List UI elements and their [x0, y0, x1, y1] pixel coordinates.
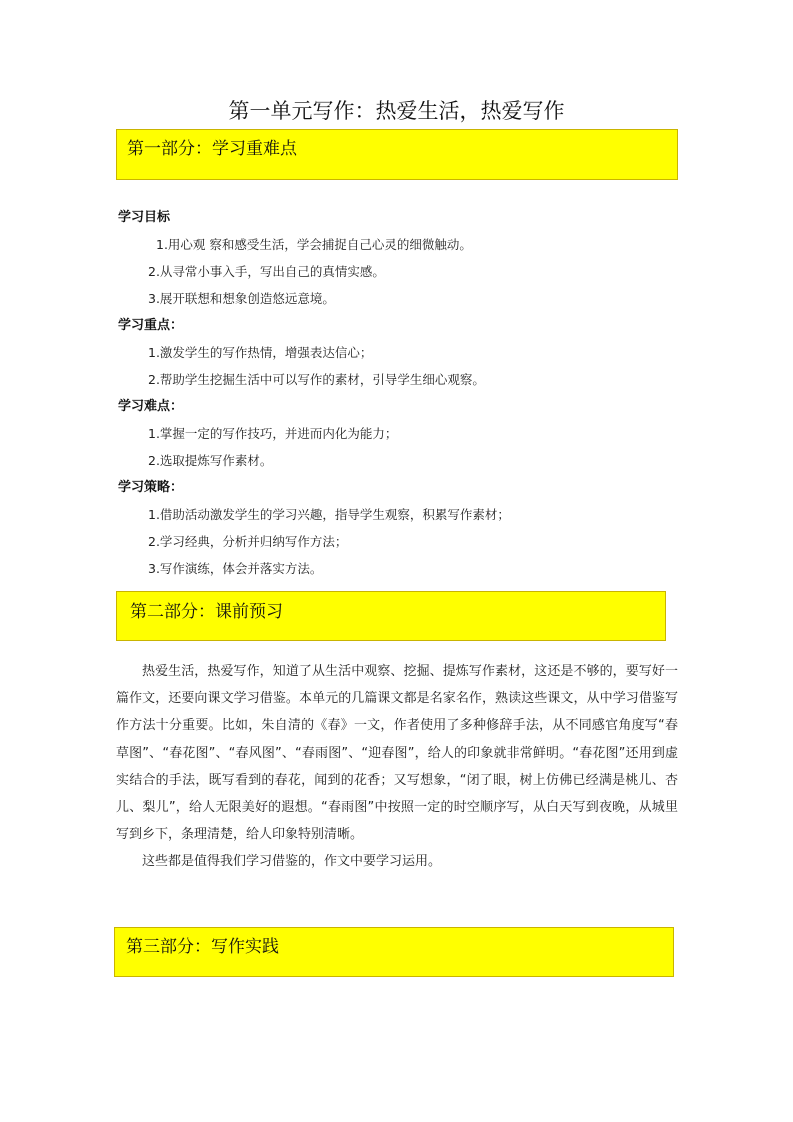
section-header-label: 第一部分：学习重难点: [127, 139, 297, 159]
section-header-part2: [116, 591, 666, 641]
strategy-heading: 学习策略：: [118, 480, 184, 495]
preview-text: [116, 658, 678, 876]
section-header-label: 第三部分：写作实践: [126, 937, 279, 957]
goal-item: 2.从寻常小事入手，写出自己的真情实感。: [148, 264, 385, 279]
key-points-heading: 学习重点：: [118, 318, 184, 333]
section-header-part3: [114, 927, 674, 977]
section-header-label: 第二部分：课前预习: [130, 602, 283, 622]
preview-paragraph: 这些都是值得我们学习借鉴的，作文中要学习运用。: [142, 854, 442, 870]
difficulties-heading: 学习难点：: [118, 399, 184, 414]
difficulty-item: 1.掌握一定的写作技巧，并进而内化为能力；: [148, 426, 398, 441]
section-header-part1: [116, 129, 678, 180]
key-point-item: 2.帮助学生挖掘生活中可以写作的素材，引导学生细心观察。: [148, 372, 485, 387]
goal-item: 1.用心观 察和感受生活，学会捕捉自己心灵的细微触动。: [156, 237, 472, 252]
strategy-item: 2.学习经典，分析并归纳写作方法；: [148, 534, 348, 549]
goals-heading: 学习目标: [118, 210, 171, 225]
goal-item: 3.展开联想和想象创造悠远意境。: [148, 291, 335, 306]
strategy-item: 3.写作演练，体会并落实方法。: [148, 561, 323, 576]
key-point-item: 1.激发学生的写作热情，增强表达信心；: [148, 345, 373, 360]
strategy-item: 1.借助活动激发学生的学习兴趣，指导学生观察，积累写作素材；: [148, 507, 510, 522]
page-title: 第一单元写作：热爱生活，热爱写作: [228, 99, 565, 123]
preview-paragraph: 热爱生活，热爱写作，知道了从生活中观察、挖掘、提炼写作素材，这还是不够的，要写好一篇作文，还要向课文学习借鉴。本单元的几篇课文都是名家名作，熟读这些课文，从中学习借鉴写作方法十分重要。比如，朱自清的《春》一文，作者使用了多种修辞手法，从不同感官角度写“春草图”、“春花图”、“春风图”、“春雨图”、“迎春图”，给人的印象就非常鲜明。“春花图”还用到虚实结合的手法，既写看到的春花，闻到的花香；又写想象，“闭了眼，树上仿佛已经满是桃儿、杏儿、梨儿”，给人无限美好的遐想。“春雨图”中按照一定的时空顺序写，从白天写到夜晚，从城里写到乡下，条理清楚，给人印象特别清晰。: [116, 664, 678, 843]
study-objectives: [118, 204, 698, 582]
difficulty-item: 2.选取提炼写作素材。: [148, 453, 273, 468]
